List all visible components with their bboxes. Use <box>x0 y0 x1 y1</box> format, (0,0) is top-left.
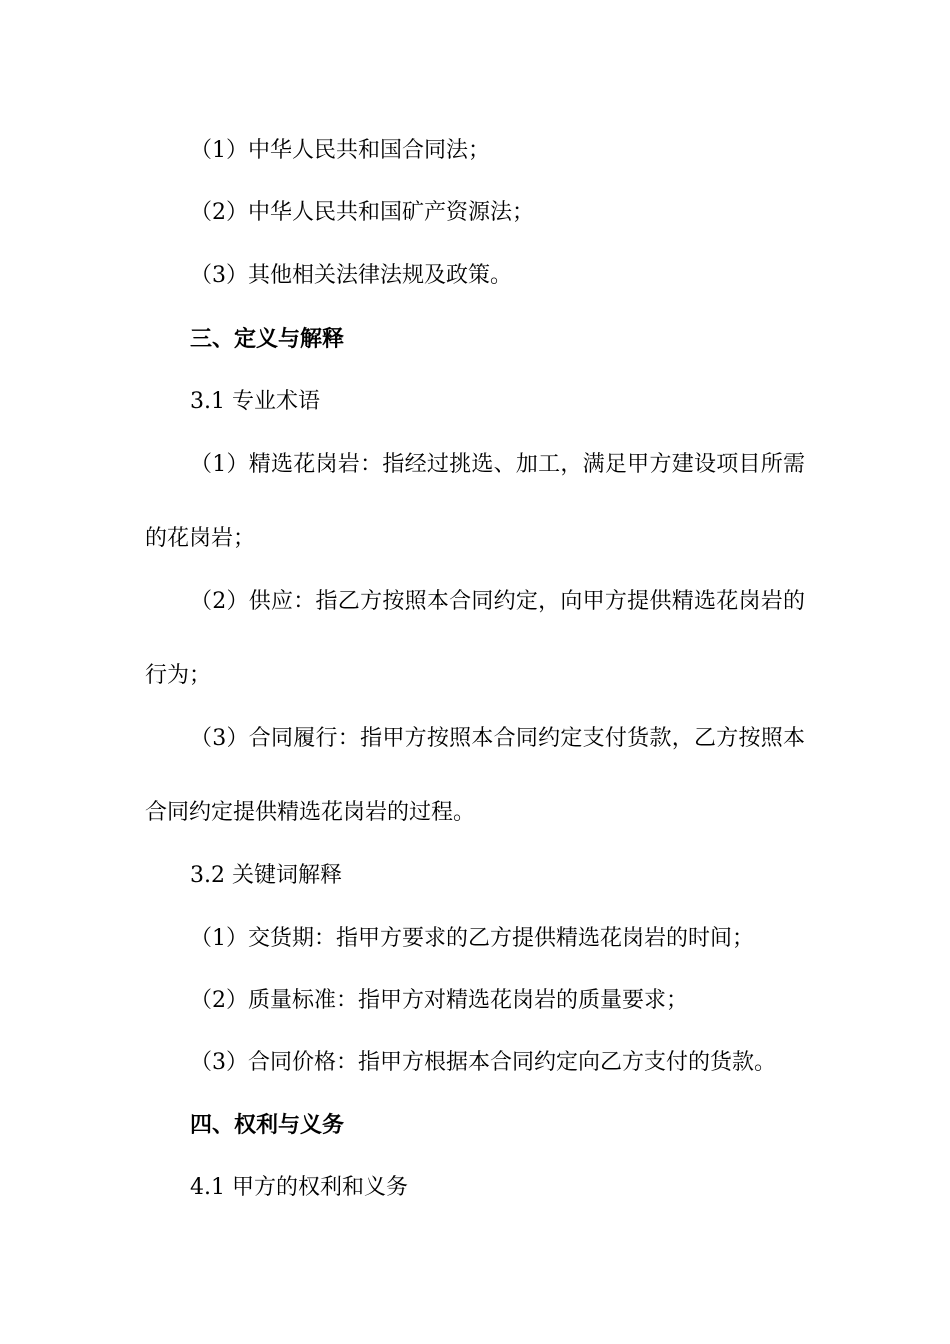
term-definition-1-line-2: 的花岗岩； <box>145 526 256 551</box>
term-definition-3-line-1: （3）合同履行：指甲方按照本合同约定支付货款，乙方按照本 <box>190 726 805 751</box>
law-item-3: （3）其他相关法律法规及政策。 <box>190 263 512 288</box>
term-definition-2-line-1: （2）供应：指乙方按照本合同约定，向甲方提供精选花岗岩的 <box>190 589 805 614</box>
keyword-definition-3: （3）合同价格：指甲方根据本合同约定向乙方支付的货款。 <box>190 1050 776 1075</box>
term-definition-3-line-2: 合同约定提供精选花岗岩的过程。 <box>145 800 476 825</box>
term-definition-2-line-2: 行为； <box>145 663 212 688</box>
subsection-heading-4-1: 4.1 甲方的权利和义务 <box>190 1175 408 1200</box>
section-heading-rights: 四、权利与义务 <box>190 1112 345 1138</box>
subsection-heading-3-1: 3.1 专业术语 <box>190 389 320 414</box>
keyword-definition-1: （1）交货期：指甲方要求的乙方提供精选花岗岩的时间； <box>190 926 754 951</box>
keyword-definition-2: （2）质量标准：指甲方对精选花岗岩的质量要求； <box>190 988 688 1013</box>
subsection-heading-3-2: 3.2 关键词解释 <box>190 863 342 888</box>
term-definition-1-line-1: （1）精选花岗岩：指经过挑选、加工，满足甲方建设项目所需 <box>190 452 805 477</box>
section-heading-definitions: 三、定义与解释 <box>190 326 345 352</box>
law-item-1: （1）中华人民共和国合同法； <box>190 138 490 163</box>
law-item-2: （2）中华人民共和国矿产资源法； <box>190 200 534 225</box>
